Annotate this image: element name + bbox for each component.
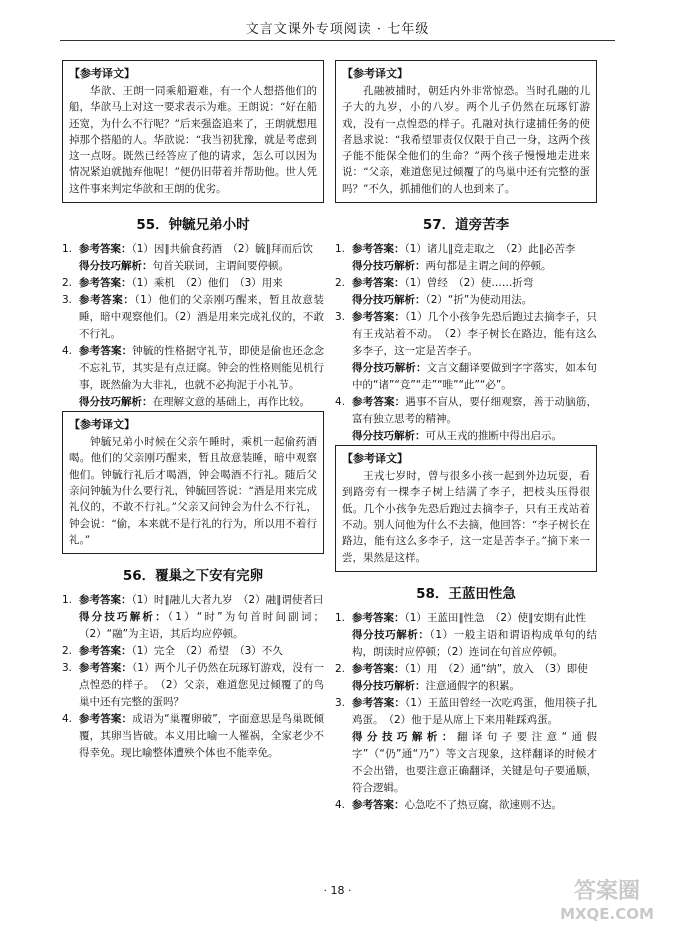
answer-list <box>335 610 597 814</box>
left-column <box>62 60 324 762</box>
answer-item <box>335 394 597 428</box>
answer-label: 参考答案： <box>352 662 405 675</box>
tip-text <box>335 678 597 695</box>
answer-value: 成语为“巢覆卵破”，字面意思是鸟巢既倾覆，其卵当皆破。本义用比喻一人罹祸，全家老少不得幸免。现比喻整体遭殃个体也不能幸免。 <box>79 713 324 760</box>
answer-label: 参考答案： <box>79 594 132 607</box>
tip-label: 得分技巧解析： <box>79 396 153 409</box>
box-label: 【参考译文】 <box>69 418 135 432</box>
answer-value: （1）因∥共偷食药酒 （2）毓∥拜而后饮 <box>131 243 313 256</box>
answer-value: （1）完全 （2）希望 （3）不久 <box>131 645 283 658</box>
answer-value: （1）他们的父亲刚巧醒来，暂且故意装睡，暗中观察他们。（2）酒是用来完成礼仪的，不敢不行礼。 <box>79 294 324 341</box>
answer-label: 参考答案： <box>352 696 405 709</box>
section-title: 58．王蓝田性急 <box>416 585 516 602</box>
answer-label: 参考答案： <box>79 243 132 256</box>
answer-label: 参考答案： <box>352 311 405 324</box>
answer-item <box>62 711 324 762</box>
item-number: 3. <box>62 294 73 307</box>
answer-label: 参考答案： <box>352 396 406 409</box>
answer-item <box>335 241 597 258</box>
answer-label: 参考答案： <box>352 611 405 624</box>
answer-item <box>62 343 324 394</box>
tip-value: 可从王戎的推断中得出启示。 <box>425 430 562 443</box>
answer-label: 参考答案： <box>79 713 133 726</box>
running-header: 文言文课外专项阅读 · 七年级 <box>245 22 430 37</box>
item-number: 2. <box>335 277 346 290</box>
translation-text: 钟毓兄弟小时候在父亲午睡时，乘机一起偷药酒喝。他们的父亲刚巧醒来，暂且故意装睡，暗中观察他们。钟毓行礼后才喝酒，钟会喝酒不行礼。随后父亲问钟毓为什么要行礼，钟毓回答说：“酒是用来完成礼仪的，不敢不行礼。”父亲又问钟会为什么不行礼，钟会说：“偷，本来就不是行礼的行为，所以用不着行礼。” <box>69 436 317 546</box>
answer-text <box>352 394 597 428</box>
answer-text <box>352 241 597 258</box>
answer-text <box>79 643 324 660</box>
tip-text <box>62 258 324 275</box>
item-number: 1. <box>62 594 73 607</box>
answer-text <box>79 592 324 609</box>
answer-value: （1）时∥融儿大者九岁 （2）融∥谓使者曰 <box>131 594 324 607</box>
answer-text <box>352 610 597 627</box>
tip-label: 得分技巧解析： <box>79 611 168 624</box>
tip-label: 得分技巧解析： <box>352 730 457 743</box>
item-number: 4. <box>62 345 73 358</box>
item-number: 2. <box>62 277 73 290</box>
answer-value: （1）几个小孩争先恐后跑过去摘李子，只有王戎站着不动。 （2）李子树长在路边，能有这么多李子，这一定是苦李子。 <box>352 311 597 358</box>
header-rule <box>60 40 615 41</box>
tip-label: 得分技巧解析： <box>352 430 426 443</box>
answer-text <box>352 661 597 678</box>
answer-list <box>62 241 324 411</box>
tip-label: 得分技巧解析： <box>352 628 430 641</box>
tip-text <box>335 292 597 309</box>
tip-value: （1）一般主语和谓语构成单句的结构，朗读时应停顿；（2）连词在句首应停顿。 <box>352 628 597 658</box>
answer-label: 参考答案： <box>79 662 132 675</box>
answer-item <box>62 660 324 711</box>
answer-item <box>62 292 324 343</box>
translation-text: 王戎七岁时，曾与很多小孩一起到外边玩耍，看到路旁有一棵李子树上结满了李子，把枝头压得很低。几个小孩争先恐后跑过去摘李子，只有王戎站着不动。别人问他为什么不去摘，他回答：“李子树长在路边，能有这么多李子，这一定是苦李子。”摘下来一尝，果然是这样。 <box>342 470 590 564</box>
tip-text <box>335 627 597 661</box>
tip-value: 注意通假字的积累。 <box>425 679 520 692</box>
tip-text <box>62 394 324 411</box>
tip-value: （2）“折”为使动用法。 <box>425 294 533 307</box>
answer-list <box>62 592 324 762</box>
answer-text <box>79 711 324 762</box>
answer-item <box>62 275 324 292</box>
item-number: 1. <box>335 243 346 256</box>
item-number: 1. <box>62 243 73 256</box>
answer-item <box>335 610 597 627</box>
translation-text: 华歆、王朗一同乘船避难，有一个人想搭他们的船，华歆马上对这一要求表示为难。王朗说：“好在船还宽，为什么不行呢？”后来强盗追来了，王朗就想甩掉那个搭船的人。华歆说：“我当初犹豫，就是考虑到这一点呀。既然已经答应了他的请求，怎么可以因为情况紧迫就抛弃他呢！”便仍旧带着并帮助他。世人凭这件事来判定华歆和王朗的优劣。 <box>69 85 317 195</box>
tip-value: 文言文翻译要做到字字落实，如本句中的“诸”“竞”“走”“唯”“此”“必”。 <box>352 362 598 392</box>
answer-text <box>352 797 597 814</box>
item-number: 3. <box>335 696 346 709</box>
item-number: 3. <box>62 662 73 675</box>
answer-value: 钟毓的性格据守礼节，即使是偷也还念念不忘礼节，其实是有点迂腐。钟会的性格则能见机行事，既然偷为大非礼，也就不必拘泥于小礼节。 <box>79 345 325 392</box>
translation-box <box>335 445 597 572</box>
item-number: 2. <box>335 662 346 675</box>
answer-item <box>335 695 597 729</box>
translation-box <box>335 60 597 203</box>
translation-text: 孔融被捕时，朝廷内外非常惊恐。当时孔融的儿子大的九岁，小的八岁。两个儿子仍然在玩琢钉游戏，没有一点惶恐的样子。孔融对执行逮捕任务的使者恳求说：“我希望罪责仅仅限于自己一身，这两个孩子能不能保全他们的生命？”两个孩子慢慢地走进来说：“父亲，难道您见过倾覆了的鸟巢中还有完整的蛋吗？”不久，抓捕他们的人也到来了。 <box>342 85 590 195</box>
answer-item <box>335 797 597 814</box>
box-label: 【参考译文】 <box>69 67 135 80</box>
item-number: 4. <box>335 396 346 409</box>
answer-item <box>62 241 324 258</box>
answer-label: 参考答案： <box>352 277 405 290</box>
section-title: 56．覆巢之下安有完卵 <box>122 568 264 585</box>
answer-label: 参考答案： <box>79 277 132 290</box>
tip-label: 得分技巧解析： <box>79 260 153 273</box>
answer-text <box>79 275 324 292</box>
answer-label: 参考答案： <box>79 645 132 658</box>
tip-text <box>335 428 597 445</box>
item-number: 4. <box>335 798 346 811</box>
tip-text <box>335 360 597 394</box>
tip-text <box>335 729 597 797</box>
answer-text <box>79 660 324 711</box>
answer-value: （1）用 （2）通“纳”，放入 （3）即使 <box>404 662 588 675</box>
item-number: 4. <box>62 713 73 726</box>
answer-label: 参考答案： <box>79 294 135 307</box>
answer-item <box>62 592 324 609</box>
answer-text <box>352 275 597 292</box>
item-number: 3. <box>335 311 346 324</box>
tip-value: （1）“时”为句首时间副词；（2）“融”为主语，其后均应停顿。 <box>79 611 325 641</box>
tip-label: 得分技巧解析： <box>352 260 426 273</box>
watermark-line2: MXQE.COM <box>560 905 654 923</box>
answer-text <box>79 343 324 394</box>
answer-value: （1）王蓝田曾经一次吃鸡蛋，他用筷子扎鸡蛋。 （2）他于是从席上下来用鞋踩鸡蛋。 <box>352 696 597 726</box>
answer-list <box>335 241 597 445</box>
answer-value: （1）两个儿子仍然在玩琢钉游戏，没有一点惶恐的样子。 （2）父亲，难道您见过倾覆了的鸟巢中还有完整的蛋吗？ <box>79 662 324 709</box>
answer-text <box>79 241 324 258</box>
tip-value: 翻译句子要注意“通假字”（“仍”通“乃”）等文言现象，这样翻译的时候才不会出错，也要注意正确翻译，关键是句子要通顺，符合逻辑。 <box>352 730 597 794</box>
answer-value: （1）诸儿∥竞走取之 （2）此∥必苦李 <box>404 243 576 256</box>
tip-label: 得分技巧解析： <box>352 294 426 307</box>
item-number: 2. <box>62 645 73 658</box>
answer-text <box>79 292 324 343</box>
answer-value: （1）乘机 （2）他们 （3）用来 <box>131 277 283 290</box>
item-number: 1. <box>335 611 346 624</box>
answer-text <box>352 695 597 729</box>
tip-label: 得分技巧解析： <box>352 679 426 692</box>
answer-label: 参考答案： <box>352 798 405 811</box>
tip-value: 两句都是主谓之间的停顿。 <box>425 260 552 273</box>
answer-label: 参考答案： <box>79 345 133 358</box>
section-title: 57．道旁苦李 <box>422 217 510 234</box>
box-label: 【参考译文】 <box>342 452 408 466</box>
translation-box <box>62 411 324 554</box>
tip-value: 句首关联词，主谓间要停顿。 <box>152 260 289 273</box>
right-column <box>335 60 597 814</box>
page-number: · 18 · <box>323 884 352 897</box>
answer-value: 遇事不盲从，要仔细观察，善于动脑筋，富有独立思考的精神。 <box>352 396 598 426</box>
answer-item <box>335 309 597 360</box>
answer-item <box>62 643 324 660</box>
watermark-logo <box>548 872 666 926</box>
answer-value: （1）曾经 （2）使……折弯 <box>404 277 534 290</box>
watermark-line1: 答案圈 <box>573 879 641 904</box>
tip-label: 得分技巧解析： <box>352 362 427 375</box>
tip-text <box>62 609 324 643</box>
section-title: 55．钟毓兄弟小时 <box>136 217 250 234</box>
answer-label: 参考答案： <box>352 243 405 256</box>
answer-text <box>352 309 597 360</box>
tip-value: 在理解文意的基础上，再作比较。 <box>152 396 310 409</box>
translation-box <box>62 60 324 203</box>
answer-value: （1）王蓝田∥性急 （2）使∥安期有此性 <box>404 611 586 624</box>
answer-value: 心急吃不了热豆腐，欲速则不达。 <box>404 798 562 811</box>
tip-text <box>335 258 597 275</box>
box-label: 【参考译文】 <box>342 67 408 80</box>
answer-item <box>335 661 597 678</box>
answer-item <box>335 275 597 292</box>
